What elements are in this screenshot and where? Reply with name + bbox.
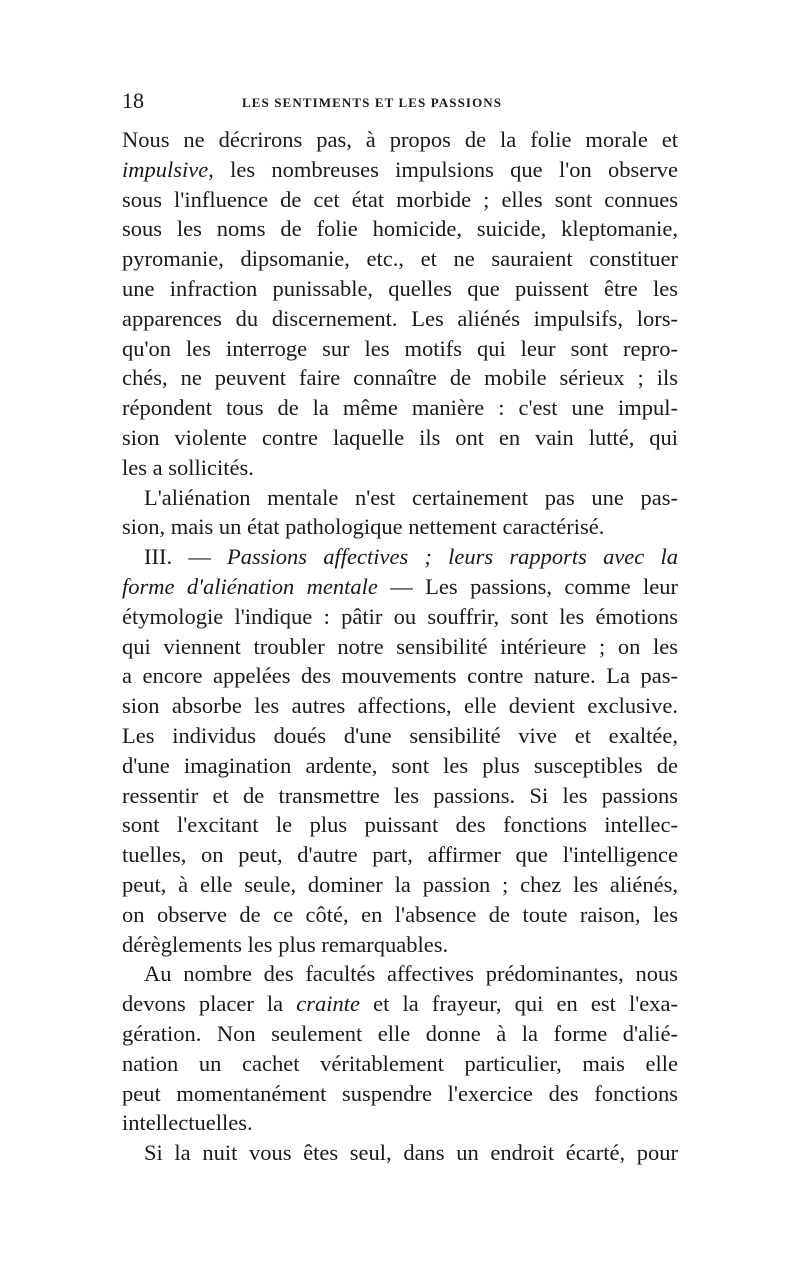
text-segment: dérèglements les plus remarquables. bbox=[122, 931, 449, 957]
text-line bbox=[122, 274, 678, 304]
text-line bbox=[122, 244, 678, 274]
text-segment: Nous ne décrirons pas, à propos de la folie morale et bbox=[122, 127, 678, 152]
text-line bbox=[122, 483, 678, 513]
text-segment: — Les passions, comme leur bbox=[377, 573, 678, 599]
text-line bbox=[122, 453, 678, 483]
text-segment: sion violente contre laquelle ils ont en vain lutté, qui bbox=[122, 424, 678, 450]
text-segment: Les individus doués d'une sensibilité vive et exaltée, bbox=[122, 722, 678, 748]
text-line bbox=[122, 185, 678, 215]
text-segment: et la frayeur, qui en est l'exa- bbox=[360, 991, 679, 1017]
text-line bbox=[122, 632, 678, 662]
text-segment: Au nombre des facultés affectives prédominantes, nous bbox=[144, 961, 678, 987]
text-line bbox=[122, 721, 678, 751]
text-line bbox=[122, 1108, 678, 1138]
text-line bbox=[122, 959, 678, 989]
text-segment: d'une imagination ardente, sont les plus susceptibles de bbox=[122, 752, 678, 778]
text-line bbox=[122, 1138, 678, 1168]
text-line bbox=[122, 155, 678, 185]
text-segment: peut momentanément suspendre l'exercice des fonctions bbox=[122, 1080, 678, 1106]
text-segment: les a sollicités. bbox=[122, 454, 254, 480]
text-line bbox=[122, 781, 678, 811]
text-line bbox=[122, 930, 678, 960]
text-line bbox=[122, 810, 678, 840]
italic-text: Passions affectives ; leurs rapports avec la bbox=[227, 544, 678, 570]
text-segment: une infraction punissable, quelles que puissent être les bbox=[122, 275, 678, 301]
italic-text: forme d'aliénation mentale bbox=[122, 573, 378, 599]
text-segment: a encore appelées des mouvements contre nature. La pas- bbox=[122, 663, 678, 689]
text-segment: sion, mais un état pathologique nettement caractérisé. bbox=[122, 514, 605, 540]
text-line bbox=[122, 304, 678, 334]
text-line bbox=[122, 1019, 678, 1049]
text-segment: devons placer la bbox=[122, 991, 297, 1017]
text-segment: L'aliénation mentale n'est certainement pas une pas- bbox=[144, 484, 678, 510]
text-segment: intellectuelles. bbox=[122, 1110, 253, 1136]
text-segment: gération. Non seulement elle donne à la forme d'alié- bbox=[122, 1020, 678, 1046]
text-line bbox=[122, 661, 678, 691]
text-segment: Si la nuit vous êtes seul, dans un endroit écarté, pour bbox=[144, 1140, 678, 1166]
text-segment: pyromanie, dipsomanie, etc., et ne sauraient constituer bbox=[122, 246, 678, 272]
text-line bbox=[122, 900, 678, 930]
text-segment: sous l'influence de cet état morbide ; elles sont connues bbox=[122, 186, 678, 212]
text-segment: qu'on les interroge sur les motifs qui leur sont repro- bbox=[122, 335, 678, 361]
page-number: 18 bbox=[122, 88, 144, 113]
text-segment: sont l'excitant le plus puissant des fonctions intellec- bbox=[122, 812, 678, 838]
text-line bbox=[122, 1079, 678, 1109]
text-segment: ressentir et de transmettre les passions. Si les passions bbox=[122, 782, 678, 808]
text-segment: III. — bbox=[144, 544, 228, 570]
text-segment: répondent tous de la même manière : c'est une impul- bbox=[122, 395, 678, 421]
text-line bbox=[122, 542, 678, 572]
text-line bbox=[122, 751, 678, 781]
text-segment: peut, à elle seule, dominer la passion ; chez les aliénés, bbox=[122, 871, 678, 897]
text-segment: nation un cachet véritablement particulier, mais elle bbox=[122, 1050, 678, 1076]
text-segment: qui viennent troubler notre sensibilité intérieure ; on les bbox=[122, 633, 678, 659]
text-segment: sion absorbe les autres affections, elle devient exclusive. bbox=[122, 693, 678, 719]
text-segment: étymologie l'indique : pâtir ou souffrir, sont les émotions bbox=[122, 603, 678, 629]
text-line bbox=[122, 363, 678, 393]
italic-text: impulsive bbox=[122, 156, 209, 182]
italic-text: crainte bbox=[296, 991, 361, 1017]
text-segment: , les nombreuses impulsions que l'on observe bbox=[208, 156, 678, 182]
text-segment: apparences du discernement. Les aliénés impulsifs, lors- bbox=[122, 305, 678, 331]
text-line bbox=[122, 1049, 678, 1079]
text-line bbox=[122, 989, 678, 1019]
text-line bbox=[122, 423, 678, 453]
text-line bbox=[122, 214, 678, 244]
text-line bbox=[122, 870, 678, 900]
text-line bbox=[122, 125, 678, 155]
text-segment: on observe de ce côté, en l'absence de toute raison, les bbox=[122, 901, 678, 927]
text-line bbox=[122, 512, 678, 542]
text-line bbox=[122, 572, 678, 602]
running-title: LES SENTIMENTS ET LES PASSIONS bbox=[242, 95, 503, 110]
text-line bbox=[122, 840, 678, 870]
text-line bbox=[122, 691, 678, 721]
text-segment: sous les noms de folie homicide, suicide, kleptomanie, bbox=[122, 216, 678, 242]
text-line bbox=[122, 602, 678, 632]
text-line bbox=[122, 393, 678, 423]
running-head bbox=[118, 88, 678, 114]
body-text bbox=[122, 125, 678, 1168]
text-segment: chés, ne peuvent faire connaître de mobile sérieux ; ils bbox=[122, 365, 678, 391]
text-line bbox=[122, 334, 678, 364]
text-segment: tuelles, on peut, d'autre part, affirmer que l'intelligence bbox=[122, 842, 678, 868]
